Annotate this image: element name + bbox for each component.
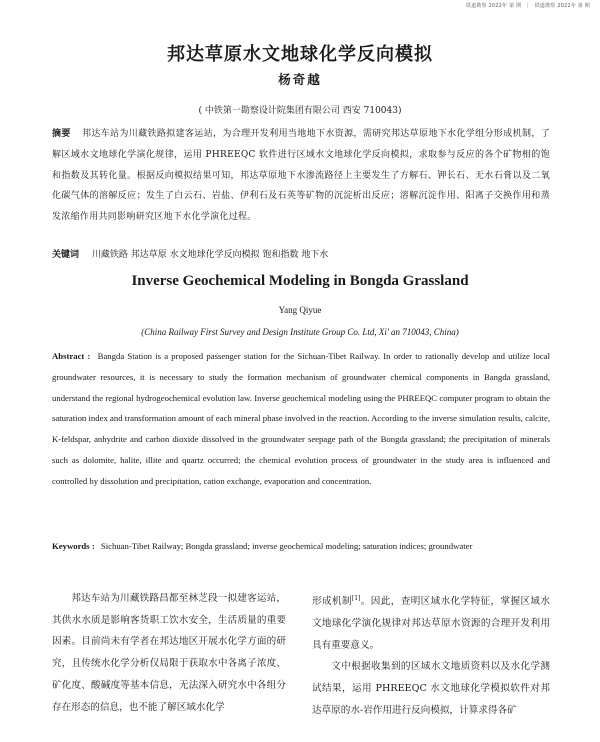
english-affiliation: (China Railway First Survey and Design Institute Group Co. Ltd, Xi' an 710043, China) bbox=[141, 327, 459, 337]
body-right-column bbox=[312, 588, 550, 721]
body-text: 。因此，查明区域水化学特征，掌握区域水文地球化学演化规律对邦达草原水资源的合理开发利用具有重要意义。 bbox=[312, 596, 551, 651]
header-right-text: 铁道勘察 2022年 第 期 bbox=[534, 3, 590, 9]
english-title: Inverse Geochemical Modeling in Bongda Grassland bbox=[131, 273, 469, 289]
body-text: 形成机制 bbox=[312, 596, 352, 608]
english-keywords-text: Sichuan-Tibet Railway; Bongda grassland; inverse geochemical modeling; saturation indices; groundwater bbox=[100, 541, 473, 551]
journal-info: 铁道勘察 2022年 第 期 bbox=[465, 3, 522, 9]
body-left-column bbox=[52, 588, 286, 718]
running-header bbox=[466, 2, 590, 9]
header-separator: | bbox=[527, 3, 529, 9]
chinese-abstract bbox=[52, 124, 550, 228]
chinese-author: 杨奇越 bbox=[278, 72, 322, 87]
body-paragraph: 文中根据收集到的区域水文地质资料以及水化学测试结果，运用 PHREEQC 水文地球化学模拟软件对邦达草原的水-岩作用进行反向模拟，计算求得各矿 bbox=[312, 661, 550, 716]
chinese-keywords-text: 川藏铁路 邦达草原 水文地球化学反向模拟 饱和指数 地下水 bbox=[91, 250, 329, 260]
body-paragraph: 邦达车站为川藏铁路昌都至林芝段一拟建客运站，其供水水质是影响客货职工饮水安全，生活质量的重要因素。目前尚未有学者在邦达地区开展水化学方面的研究，且传统水化学分析仅局限于获取水中各离子浓度、矿化度、酸碱度等基本信息，无法深入研究水中各组分存在形态的信息，也不能了解区域水化学 bbox=[52, 593, 286, 713]
chinese-abstract-label: 摘要 bbox=[52, 129, 71, 139]
chinese-affiliation: ( 中铁第一勘察设计院集团有限公司 西安 710043) bbox=[198, 106, 402, 116]
english-author: Yang Qiyue bbox=[278, 305, 322, 315]
body-paragraph bbox=[312, 588, 550, 656]
chinese-abstract-text: 邦达车站为川藏铁路拟建客运站，为合理开发利用当地地下水资源，需研究邦达草原地下水化学组分形成机制，了解区域水文地球化学演化规律，运用 PHREEQC 软件进行区域水文地球化学反向模拟，求取参与反应的各个矿物相的饱和指数及其转化量。根据反向模拟结果可知，邦达草原地下水渗流路径上主要发生了方解石、钾长石、无水石膏以及二氧化碳气体的溶解反应；发生了白云石、岩盐、伊利石及石英等矿物的沉淀析出反应；溶解沉淀作用、阳离子交换作用和蒸发浓缩作用共同影响研究区地下水化学演化过程。 bbox=[52, 129, 550, 223]
chinese-title: 邦达草原水文地球化学反向模拟 bbox=[167, 44, 433, 65]
english-abstract-text: Bangda Station is a proposed passenger station for the Sichuan-Tibet Railway. In order to rationally develop and utilize local groundwater resources, it is necessary to study the formation mechanism of groundwater chemical components in Bangda grassland, understand the regional hydrogeochemical evolution law. Inverse geochemical modeling using the PHREEQC computer program to obtain the saturation index and transformation amount of each mineral phase involved in the reaction. According to the inverse simulation results, calcite, K-feldspar, anhydrite and carbon dioxide dissolved in the groundwater seepage path of the Bongda grassland; the precipitation of minerals such as dolomite, halite, illite and quartz occurred; the chemical evolution process of groundwater in the study area is influenced and controlled by dissolution and precipitation, cation exchange, evaporation and concentration. bbox=[52, 351, 550, 486]
english-keywords-label: Keywords : bbox=[52, 541, 95, 551]
chinese-keywords-label: 关键词 bbox=[52, 250, 80, 260]
english-keywords bbox=[52, 541, 550, 551]
citation-ref[interactable]: [1] bbox=[351, 595, 361, 602]
chinese-keywords bbox=[52, 247, 550, 260]
english-abstract-label: Abstract : bbox=[52, 351, 91, 361]
english-abstract bbox=[52, 346, 550, 492]
